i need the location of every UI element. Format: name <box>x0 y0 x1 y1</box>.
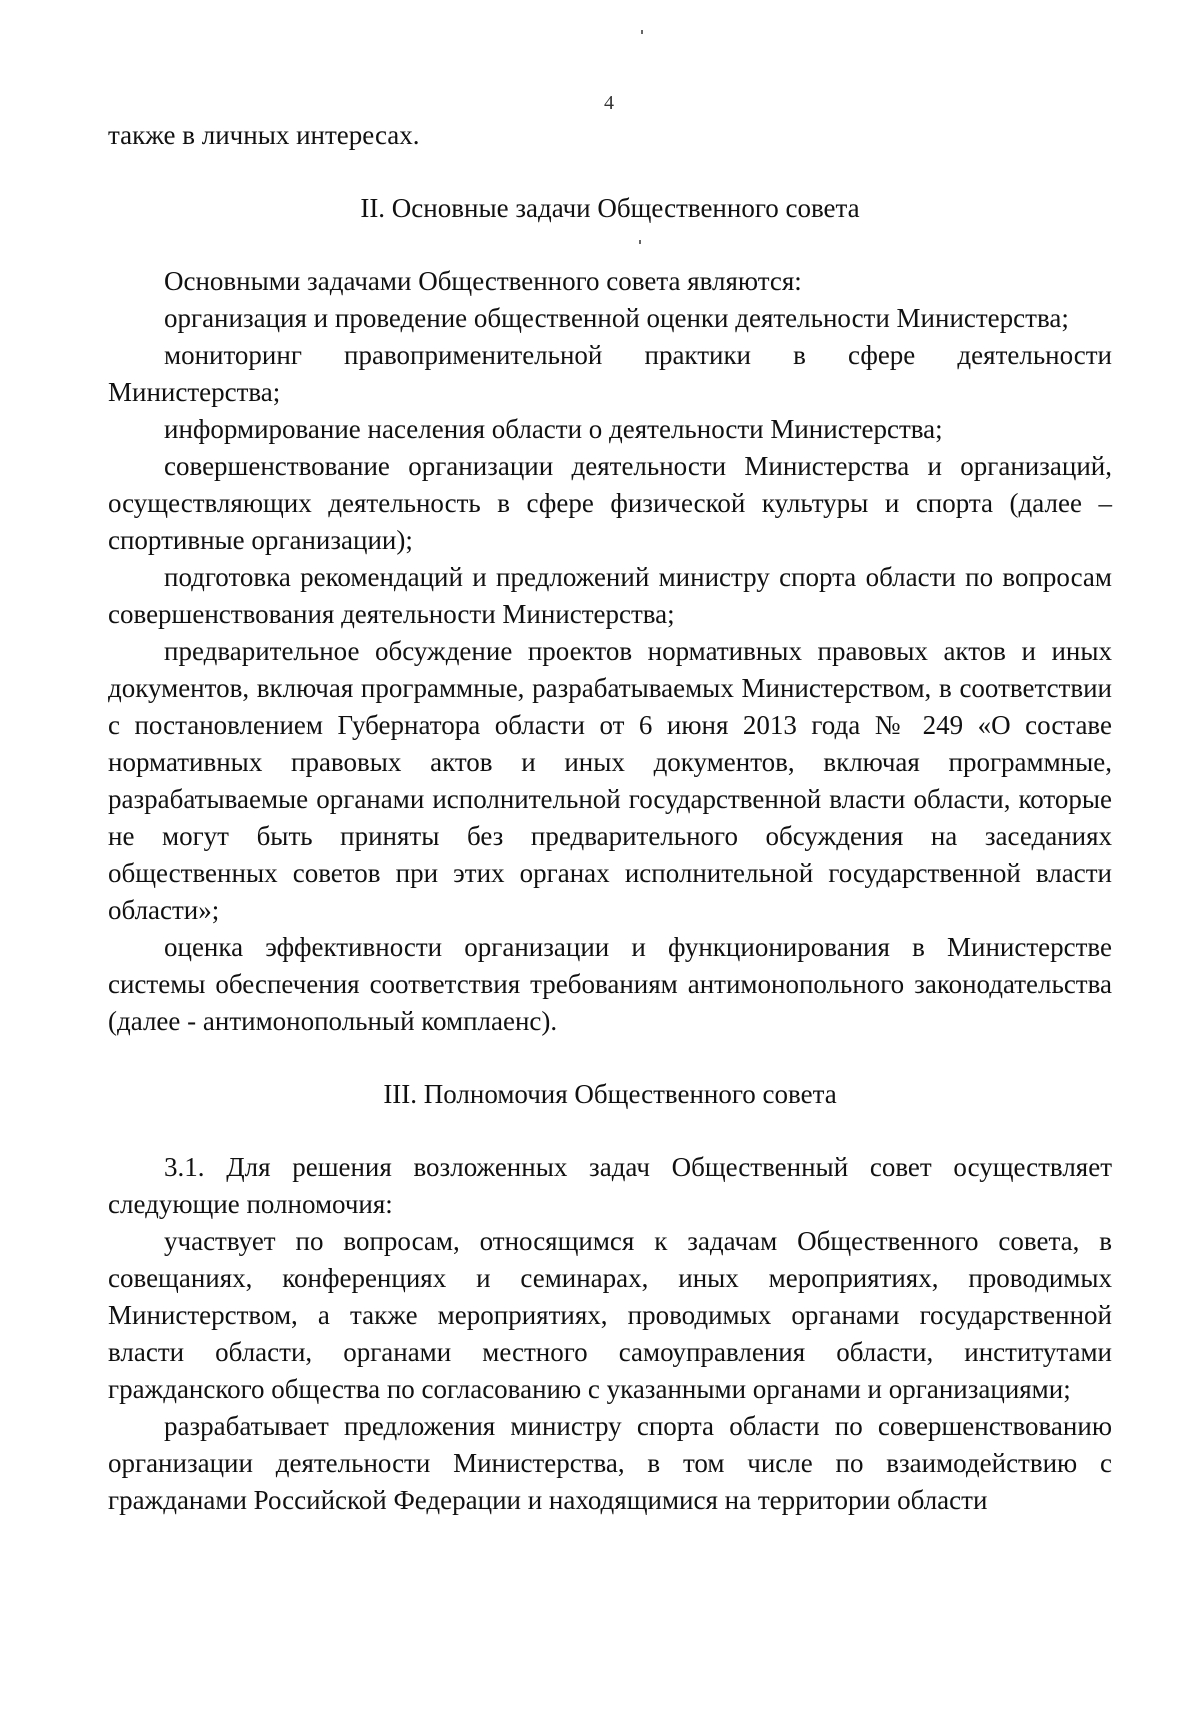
paragraph: совершенствование организации деятельности Министерства и организаций, осуществляющих деятельность в сфере физической культуры и спорта (далее – спортивные организации); <box>108 451 1112 555</box>
paragraph: подготовка рекомендаций и предложений министру спорта области по вопросам совершенствования деятельности Министерства; <box>108 562 1112 629</box>
paragraph: предварительное обсуждение проектов нормативных правовых актов и иных документов, включая программные, разрабатываемых Министерством, в соответствии с постановлением Губернатора области от 6 июня 2013 года № 249 «О составе нормативных правовых актов и иных документов, включая программные, разрабатываемые органами исполнительной государственной власти области, которые не могут быть приняты без предварительного обсуждения на заседаниях общественных советов при этих органах исполнительной государственной власти области»; <box>108 636 1112 925</box>
section-3-title: III. Полномочия Общественного совета <box>383 1079 837 1109</box>
paragraph: оценка эффективности организации и функционирования в Министерстве системы обеспечения соответствия требованиям антимонопольного законодательства (далее - антимонопольный комплаенс). <box>108 932 1112 1036</box>
paragraph: мониторинг правоприменительной практики в сфере деятельности Министерства; <box>108 340 1112 407</box>
paragraph: информирование населения области о деятельности Министерства; <box>164 414 943 444</box>
continuation-paragraph: также в личных интересах. <box>108 120 420 150</box>
paragraph: 3.1. Для решения возложенных задач Общественный совет осуществляет следующие полномочия: <box>108 1152 1112 1219</box>
paragraph: участвует по вопросам, относящимся к задачам Общественного совета, в совещаниях, конференциях и семинарах, иных мероприятиях, проводимых Министерством, а также мероприятиях, проводимых органами государственной власти области, органами местного самоуправления области, институтами гражданского общества по согласованию с указанными органами и организациями; <box>108 1226 1112 1404</box>
scan-speck <box>641 30 643 34</box>
paragraph: организация и проведение общественной оценки деятельности Министерства; <box>164 303 1069 333</box>
paragraph: Основными задачами Общественного совета являются: <box>164 266 802 296</box>
section-2-title: II. Основные задачи Общественного совета <box>360 193 860 223</box>
document-body <box>108 117 1112 1519</box>
paragraph: разрабатывает предложения министру спорта области по совершенствованию организации деятельности Министерства, в том числе по взаимодействию с гражданами Российской Федерации и находящимися на территории области <box>108 1411 1112 1515</box>
page-number: 4 <box>604 92 614 114</box>
